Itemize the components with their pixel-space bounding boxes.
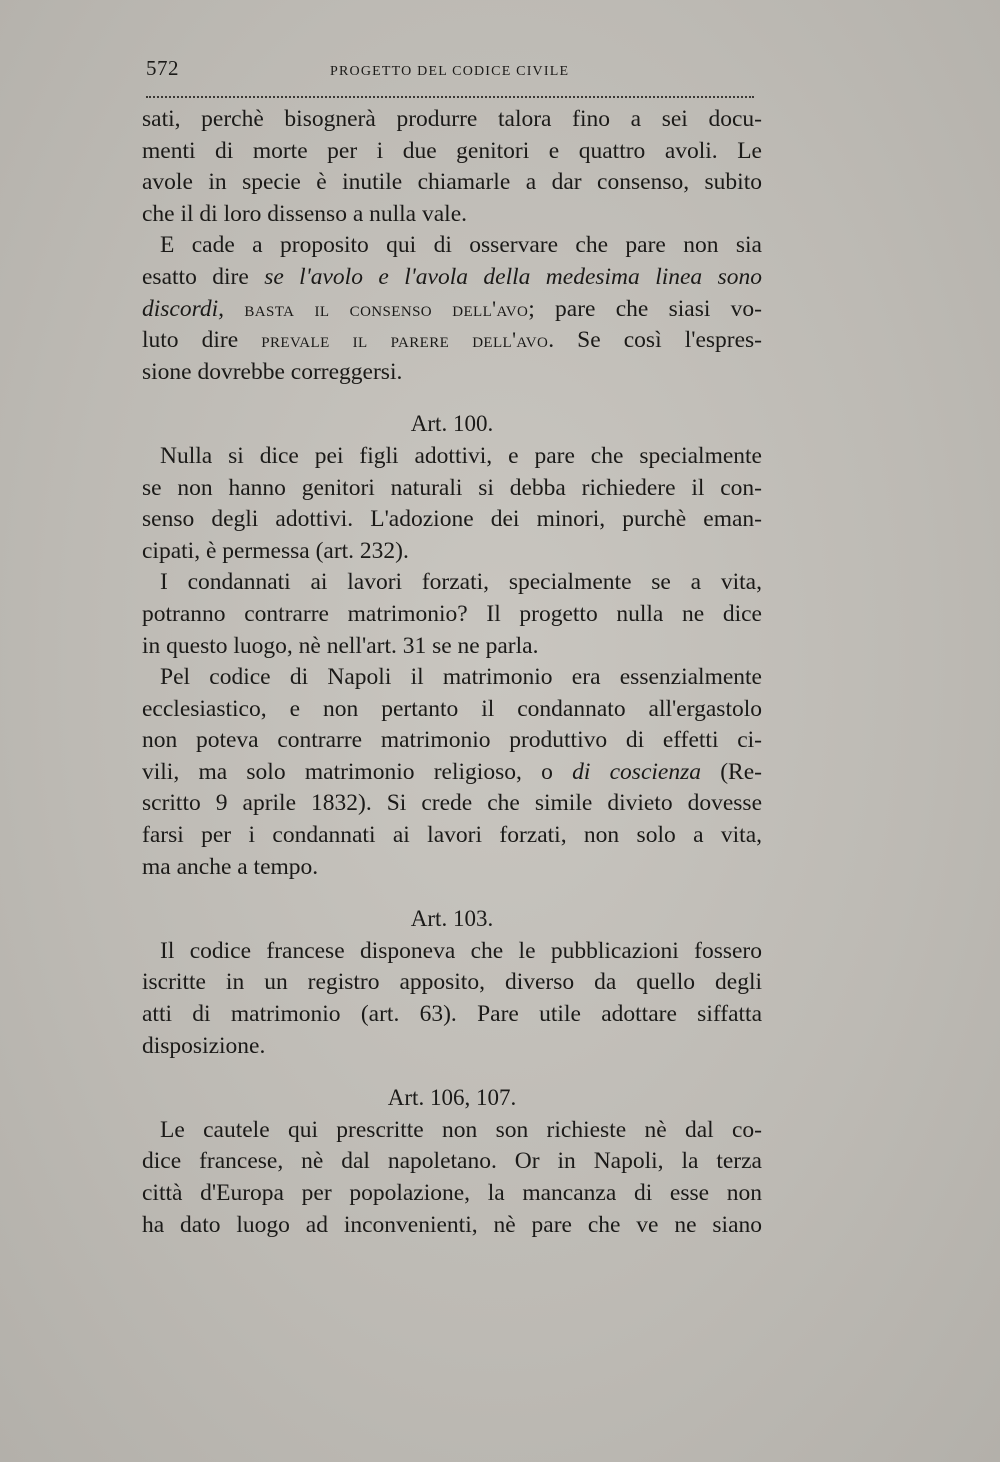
text-line: non poteva contrarre matrimonio produttivo di effetti ci- (142, 727, 762, 754)
paragraph-condannati (142, 567, 762, 662)
text-run: . Se così l'espres- (548, 327, 763, 354)
text-line: E cade a proposito qui di osservare che pare non sia (160, 232, 762, 259)
page-body (142, 104, 762, 1241)
italic-run: se l'avolo e l'avola della medesima linea sono (264, 263, 762, 290)
paragraph-pubblicazioni (142, 936, 762, 1062)
text-line: dice francese, nè dal napoletano. Or in Napoli, la terza (142, 1148, 762, 1175)
paragraph-cautele (142, 1115, 762, 1241)
text-line: Il codice francese disponeva che le pubblicazioni fossero (160, 937, 762, 964)
text-line: ma anche a tempo. (142, 853, 319, 880)
text-line: avole in specie è inutile chiamarle a dar consenso, subito (142, 169, 762, 196)
text-line: I condannati ai lavori forzati, specialmente se a vita, (160, 569, 762, 596)
text-line: menti di morte per i due genitori e quattro avoli. Le (142, 137, 762, 164)
paragraph-codice-napoli (142, 662, 762, 883)
small-caps-run: basta il consenso dell'avo (244, 296, 529, 321)
paragraph-continuation (142, 104, 762, 230)
page-header (146, 56, 754, 98)
text-line: potranno contrarre matrimonio? Il progetto nulla ne dice (142, 600, 762, 627)
text-line: iscritte in un registro apposito, diverso da quello degli (142, 969, 762, 996)
text-line: in questo luogo, nè nell'art. 31 se ne parla. (142, 632, 539, 659)
section-heading-art-106-107: Art. 106, 107. (387, 1085, 517, 1111)
text-run: ; pare che siasi vo- (528, 295, 763, 322)
text-line (142, 757, 762, 789)
running-title: PROGETTO DEL CODICE CIVILE (330, 64, 570, 79)
text-line: Pel codice di Napoli il matrimonio era essenzialmente (160, 664, 762, 691)
text-line: città d'Europa per popolazione, la mancanza di esse non (142, 1180, 762, 1206)
text-run: vili, ma solo matrimonio religioso, o (142, 758, 573, 785)
text-run: luto dire (142, 327, 262, 354)
text-line: cipati, è permessa (art. 232). (142, 537, 409, 564)
text-line: ha dato luogo ad inconvenienti, nè pare che ve ne siano (142, 1211, 762, 1238)
paragraph-avolo (142, 230, 762, 388)
text-line: disposizione. (142, 1032, 266, 1059)
italic-run: di coscienza (572, 758, 701, 785)
text-line (142, 262, 762, 294)
text-line (142, 325, 762, 357)
text-line: se non hanno genitori naturali si debba richiedere il con- (142, 474, 762, 501)
text-line: atti di matrimonio (art. 63). Pare utile adottare siffatta (142, 1001, 762, 1028)
text-line: sati, perchè bisognerà produrre talora fino a sei docu- (142, 106, 762, 132)
text-line: senso degli adottivi. L'adozione dei minori, purchè eman- (142, 506, 762, 533)
small-caps-run: prevale il parere dell'avo (261, 328, 549, 353)
section-heading-art-103: Art. 103. (410, 906, 494, 932)
text-line (142, 294, 762, 326)
text-line: ecclesiastico, e non pertanto il condannato all'ergastolo (142, 695, 762, 722)
italic-run: discordi, (142, 295, 225, 322)
paragraph-figli-adottivi (142, 441, 762, 567)
text-line: farsi per i condannati ai lavori forzati, non solo a vita, (142, 822, 762, 849)
text-line: sione dovrebbe correggersi. (142, 358, 403, 385)
text-run: (Re- (700, 758, 762, 785)
text-line: Nulla si dice pei figli adottivi, e pare che specialmente (160, 442, 762, 469)
page-number: 572 (146, 56, 179, 80)
text-run: esatto dire (142, 263, 265, 290)
section-heading-art-100: Art. 100. (410, 411, 494, 437)
text-line: che il di loro dissenso a nulla vale. (142, 200, 468, 227)
text-line: Le cautele qui prescritte non son richieste nè dal co- (160, 1116, 762, 1143)
text-line: scritto 9 aprile 1832). Si crede che simile divieto dovesse (142, 790, 762, 817)
